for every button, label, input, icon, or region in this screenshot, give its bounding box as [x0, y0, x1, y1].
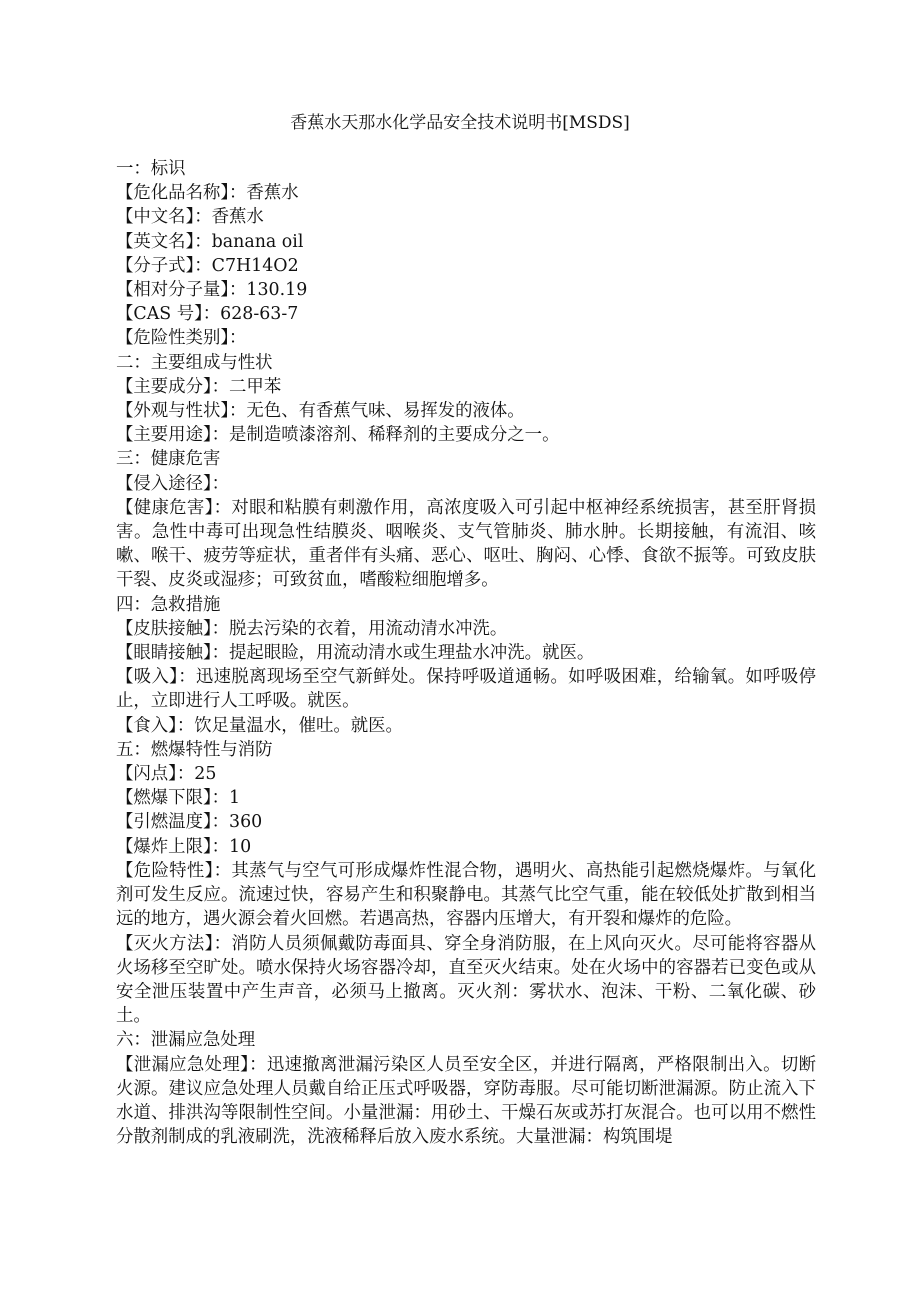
document-body: [116, 157, 816, 1149]
field-paragraph: 【危险性类别】：: [116, 328, 247, 349]
field-paragraph: 【CAS 号】：628-63-7: [116, 304, 299, 325]
section-heading: 六：泄漏应急处理: [116, 1030, 256, 1051]
field-paragraph: 【危化品名称】：香蕉水: [116, 183, 299, 204]
section-heading: 五：燃爆特性与消防: [116, 739, 273, 760]
field-paragraph: 【英文名】：banana oil: [116, 231, 304, 252]
field-paragraph: 【外观与性状】：无色、有香蕉气味、易挥发的液体。: [116, 401, 525, 422]
field-paragraph: 【燃爆下限】：1: [116, 788, 241, 809]
field-paragraph: 【引燃温度】：360: [116, 812, 263, 833]
field-paragraph: 【中文名】：香蕉水: [116, 207, 264, 228]
field-paragraph: 【眼睛接触】：提起眼睑，用流动清水或生理盐水冲洗。就医。: [116, 643, 595, 664]
field-paragraph: 【分子式】：C7H14O2: [116, 255, 299, 276]
field-paragraph: 【闪点】：25: [116, 764, 217, 785]
section-heading: 三：健康危害: [116, 449, 221, 470]
field-paragraph: 【吸入】：迅速脱离现场至空气新鲜处。保持呼吸道通畅。如呼吸困难，给输氧。如呼吸停止，立即进行人工呼吸。就医。: [116, 667, 816, 712]
document-title: 香蕉水天那水化学品安全技术说明书[MSDS]: [290, 113, 630, 133]
field-paragraph: 【健康危害】：对眼和粘膜有刺激作用，高浓度吸入可引起中枢神经系统损害，甚至肝肾损害。急性中毒可出现急性结膜炎、咽喉炎、支气管肺炎、肺水肿。长期接触，有流泪、咳嗽、喉干、疲劳等症状，重者伴有头痛、恶心、呕吐、胸闷、心悸、食欲不振等。可致皮肤干裂、皮炎或湿疹；可致贫血，嗜酸粒细胞增多。: [116, 497, 816, 591]
field-paragraph: 【危险特性】：其蒸气与空气可形成爆炸性混合物，遇明火、高热能引起燃烧爆炸。与氧化剂可发生反应。流速过快，容易产生和积聚静电。其蒸气比空气重，能在较低处扩散到相当远的地方，遇火源会着火回燃。若遇高热，容器内压增大，有开裂和爆炸的危险。: [116, 860, 816, 930]
field-paragraph: 【侵入途径】：: [116, 473, 230, 494]
section-heading: 二：主要组成与性状: [116, 352, 273, 373]
field-paragraph: 【灭火方法】：消防人员须佩戴防毒面具、穿全身消防服，在上风向灭火。尽可能将容器从火场移至空旷处。喷水保持火场容器冷却，直至灭火结束。处在火场中的容器若已变色或从安全泄压装置中产生声音，必须马上撤离。灭火剂：雾状水、泡沫、干粉、二氧化碳、砂土。: [116, 933, 816, 1027]
field-paragraph: 【主要用途】：是制造喷漆溶剂、稀释剂的主要成分之一。: [116, 425, 560, 446]
section-heading: 一：标识: [116, 159, 186, 179]
field-paragraph: 【爆炸上限】：10: [116, 836, 252, 857]
field-paragraph: 【相对分子量】：130.19: [116, 280, 308, 301]
field-paragraph: 【食入】：饮足量温水，催吐。就医。: [116, 715, 403, 736]
field-paragraph: 【主要成分】：二甲苯: [116, 376, 282, 397]
section-heading: 四：急救措施: [116, 594, 221, 615]
field-paragraph: 【皮肤接触】：脱去污染的衣着，用流动清水冲洗。: [116, 618, 508, 639]
field-paragraph: 【泄漏应急处理】：迅速撤离泄漏污染区人员至安全区，并进行隔离，严格限制出入。切断火源。建议应急处理人员戴自给正压式呼吸器，穿防毒服。尽可能切断泄漏源。防止流入下水道、排洪沟等限制性空间。小量泄漏：用砂土、干燥石灰或苏打灰混合。也可以用不燃性分散剂制成的乳液刷洗，洗液稀释后放入废水系统。大量泄漏：构筑围堤: [116, 1054, 816, 1148]
